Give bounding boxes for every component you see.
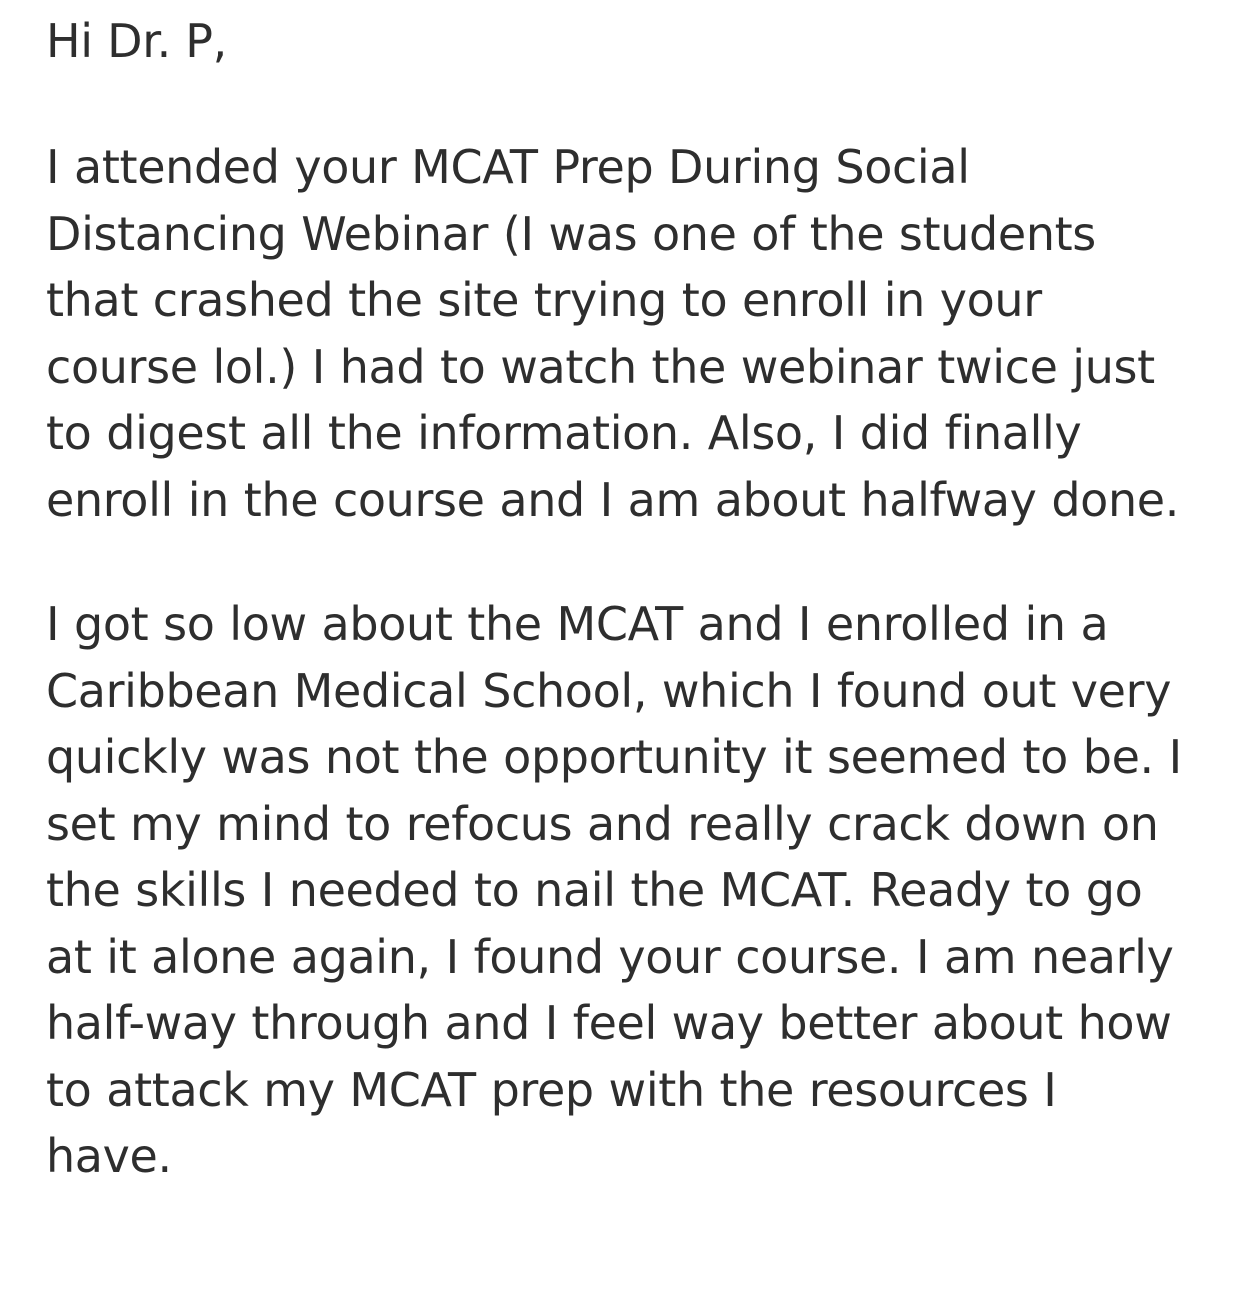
salutation-line: Hi Dr. P,	[46, 14, 228, 68]
body-paragraph-1: I attended your MCAT Prep During Social Distancing Webinar (I was one of the students that crashed the site trying to enroll in your course lol.) I had to watch the webinar twice just to digest all the information. Also, I did finally enroll in the course and I am about halfway done.	[46, 140, 1179, 527]
letter-body	[46, 6, 1192, 1190]
paragraph-spacer	[46, 533, 1192, 591]
body-paragraph-2: I got so low about the MCAT and I enrolled in a Caribbean Medical School, which I found out very quickly was not the opportunity it seemed to be. I set my mind to refocus and really crack down on the skills I needed to nail the MCAT. Ready to go at it alone again, I found your course. I am nearly half-way through and I feel way better about how to attack my MCAT prep with the resources I have.	[46, 597, 1182, 1183]
paragraph-spacer	[46, 74, 1192, 134]
